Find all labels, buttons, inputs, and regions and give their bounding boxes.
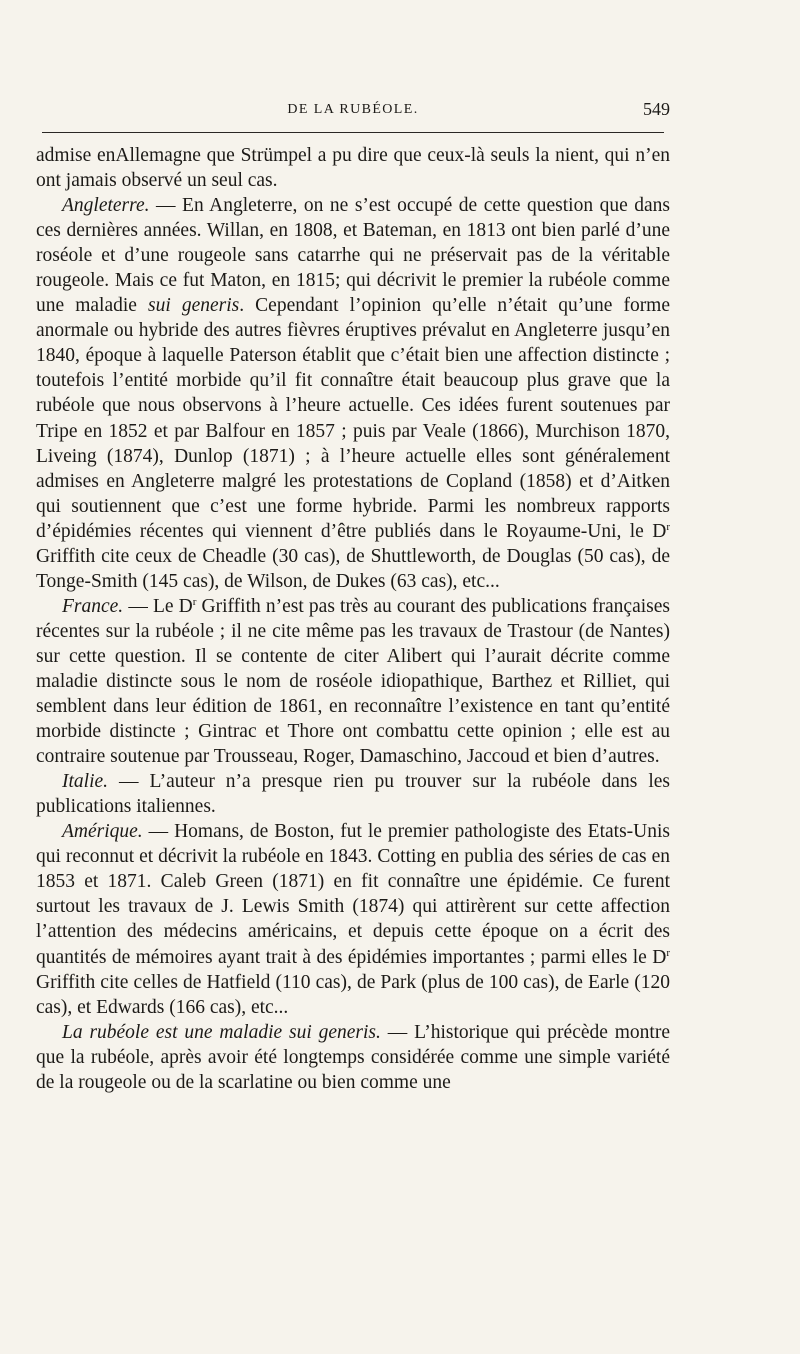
paragraph-text: Griffith cite celles de Hatfield (110 cas), de Park (plus de 100 cas), de Earle (120 cas), et Edwards (166 cas), etc... (36, 971, 670, 1018)
paragraph-sui-generis (36, 1020, 670, 1095)
paragraph-text: — L’auteur n’a presque rien pu trouver sur la rubéole dans les publications italiennes. (36, 771, 670, 818)
emphasis-text: sui generis (148, 295, 240, 317)
paragraph-text: — Le D (123, 595, 193, 617)
paragraph-italie (36, 769, 670, 819)
paragraph-text: Griffith n’est pas très au courant des publications françaises récentes sur la rubéole ; il ne cite même pas les travaux de Trastour (de Nantes) sur cette question. Il se contente de citer Alibert qui l’aurait décrite comme maladie distincte sous le nom de roséole idiopathique, Barthez et Rilliet, qui semblent dans leur édition de 1861, en reconnaître l’existence en tant qu’entité morbide distincte ; Gintrac et Thore ont combattu cette opinion ; elle est au contraire soutenue par Trousseau, Roger, Damaschino, Jaccoud et bien d’autres. (36, 595, 670, 768)
section-lead: Italie. (62, 771, 109, 793)
section-lead: La rubéole est une maladie sui generis. (62, 1021, 381, 1043)
paragraph-text: — L’historique qui précède montre que la rubéole, après avoir été longtemps considérée comme une simple variété de la rougeole ou de la scarlatine ou bien comme une (36, 1021, 670, 1093)
header-rule (42, 132, 664, 133)
page-number: 549 (643, 99, 670, 119)
section-lead: Amérique. (62, 821, 143, 843)
running-title: DE LA RUBÉOLE. (287, 102, 419, 117)
paragraph-text: — Homans, de Boston, fut le premier pathologiste des Etats-Unis qui reconnut et décrivit la rubéole en 1843. Cotting en publia des séries de cas en 1853 et 1871. Caleb Green (1871) en fit connaître une épidémie. Ce furent surtout les travaux de J. Lewis Smith (1874) qui attirèrent sur cette affection l’attention des médecins américains, et depuis cette époque on a écrit des quantités de mémoires ayant trait à des épidémies importantes ; parmi elles le D (36, 821, 670, 968)
section-lead: Angleterre. (62, 195, 150, 217)
superscript: r (666, 946, 670, 959)
body-text (36, 143, 670, 1095)
section-lead: France. (62, 595, 124, 617)
paragraph-amerique (36, 819, 670, 1019)
superscript: r (192, 595, 197, 608)
page-header (36, 99, 670, 132)
paragraph-continuation (36, 143, 670, 193)
paragraph-angleterre (36, 193, 670, 594)
paragraph-text: . Cependant l’opinion qu’elle n’était qu’une forme anormale ou hybride des autres fièvres éruptives prévalut en Angleterre jusqu’en 1840, époque à laquelle Paterson établit que c’était bien une affection distincte ; toutefois l’entité morbide qu’il fit connaître était beaucoup plus grave que la rubéole que nous observons à l’heure actuelle. Ces idées furent soutenues par Tripe en 1852 et par Balfour en 1857 ; puis par Veale (1866), Murchison 1870, Liveing (1874), Dunlop (1871) ; à l’heure actuelle elles sont généralement admises en Angleterre malgré les protestations de Copland (1858) et d’Aitken qui soutiennent que c’est une forme hybride. Parmi les nombreux rapports d’épidémies récentes qui viennent d’être publiés dans le Royaume-Uni, le D (36, 295, 671, 542)
paragraph-text: — En Angleterre, on ne s’est occupé de cette question que dans ces dernières années. Willan, en 1808, et Bateman, en 1813 ont bien parlé d’une roséole et d’une rougeole sans catarrhe qui ne préservait pas de la véritable rougeole. Mais ce fut Maton, en 1815; qui décrivit le premier la rubéole comme une maladie (36, 195, 670, 317)
superscript: r (666, 520, 670, 533)
paragraph-text: Griffith cite ceux de Cheadle (30 cas), de Shuttleworth, de Douglas (50 cas), de Tonge-Smith (145 cas), de Wilson, de Dukes (63 cas), etc... (36, 545, 670, 592)
paragraph-text: admise enAllemagne que Strümpel a pu dire que ceux-là seuls la nient, qui n’en ont jamais observé un seul cas. (36, 145, 670, 192)
paragraph-france (36, 594, 670, 769)
